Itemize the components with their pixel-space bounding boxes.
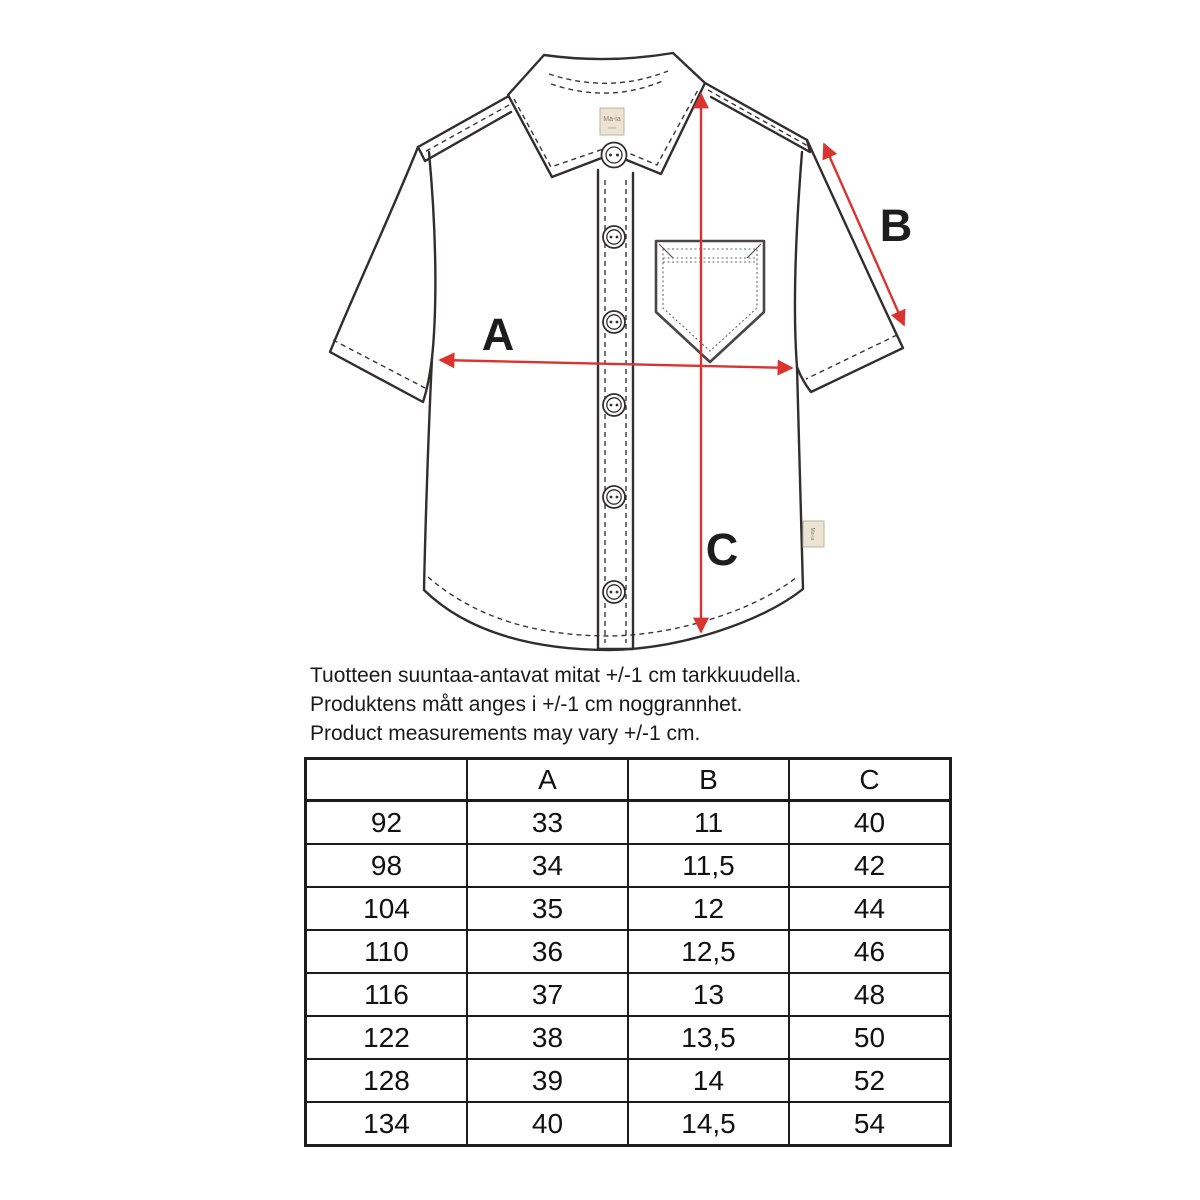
placket-button [603, 486, 625, 508]
note-finnish: Tuotteen suuntaa-antavat mitat +/-1 cm tarkkuudella. [310, 664, 802, 687]
size-table-cell: 11,5 [628, 844, 789, 887]
size-table-col-size [306, 759, 468, 801]
size-table-cell: 34 [467, 844, 628, 887]
neck-tag-text: Ma-ia [603, 116, 621, 123]
size-table-cell: 33 [467, 801, 628, 845]
placket-button [603, 226, 625, 248]
label-c: C [705, 524, 739, 575]
size-table-cell: 14,5 [628, 1102, 789, 1146]
size-table-cell: 104 [306, 887, 468, 930]
size-table-cell: 40 [789, 801, 951, 845]
shirt-drawing [330, 53, 903, 650]
size-table-cell: 52 [789, 1059, 951, 1102]
placket-button [603, 311, 625, 333]
size-table-row [306, 1059, 951, 1102]
size-table-body [306, 801, 951, 1146]
size-table-cell: 36 [467, 930, 628, 973]
left-cuff-stitching [333, 340, 427, 389]
size-table-col-c: C [789, 759, 951, 801]
size-table-cell: 35 [467, 887, 628, 930]
size-table-cell: 11 [628, 801, 789, 845]
size-table-cell: 12,5 [628, 930, 789, 973]
size-table-cell: 50 [789, 1016, 951, 1059]
size-table-cell: 98 [306, 844, 468, 887]
size-table-cell: 46 [789, 930, 951, 973]
size-table-cell: 13 [628, 973, 789, 1016]
side-tag [803, 521, 824, 547]
size-table-row [306, 1102, 951, 1146]
collar-band-stitching [549, 71, 668, 93]
size-table-cell: 14 [628, 1059, 789, 1102]
size-table-cell: 13,5 [628, 1016, 789, 1059]
size-table-cell: 40 [467, 1102, 628, 1146]
size-table-row [306, 930, 951, 973]
size-table-header-row [306, 759, 951, 801]
left-yoke [418, 97, 511, 161]
collar-button [602, 143, 627, 168]
size-table-cell: 128 [306, 1059, 468, 1102]
size-table-cell: 116 [306, 973, 468, 1016]
label-b: B [879, 200, 913, 251]
placket-button [603, 394, 625, 416]
size-table-col-a: A [467, 759, 628, 801]
size-table-col-b: B [628, 759, 789, 801]
right-yoke-stitching [708, 90, 808, 146]
size-table-cell: 39 [467, 1059, 628, 1102]
tolerance-notes [310, 661, 801, 748]
size-table-row [306, 973, 951, 1016]
size-table [304, 757, 952, 1147]
measurement-arrows [440, 94, 912, 632]
size-table-cell: 48 [789, 973, 951, 1016]
size-table-cell: 44 [789, 887, 951, 930]
size-table-cell: 122 [306, 1016, 468, 1059]
left-yoke-stitching [421, 105, 509, 154]
size-table-cell: 134 [306, 1102, 468, 1146]
size-table-header [306, 759, 951, 801]
size-table-cell: 54 [789, 1102, 951, 1146]
size-table-row [306, 801, 951, 845]
size-table-row [306, 844, 951, 887]
size-table-cell: 92 [306, 801, 468, 845]
size-table-cell: 42 [789, 844, 951, 887]
placket-button [603, 581, 625, 603]
arrow-a [440, 360, 792, 368]
size-table-row [306, 887, 951, 930]
neck-tag [600, 108, 624, 135]
size-table-cell: 38 [467, 1016, 628, 1059]
label-a: A [481, 309, 515, 360]
size-table-cell: 110 [306, 930, 468, 973]
size-table-cell: 37 [467, 973, 628, 1016]
chest-pocket [656, 241, 764, 362]
left-sleeve [330, 147, 432, 402]
note-swedish: Produktens mått anges i +/-1 cm noggrannhet. [310, 693, 743, 716]
size-table-row [306, 1016, 951, 1059]
size-table-cell: 12 [628, 887, 789, 930]
right-sleeve [797, 140, 903, 392]
side-tag-text: Ma-ia [809, 527, 815, 541]
note-english: Product measurements may vary +/-1 cm. [310, 722, 701, 745]
